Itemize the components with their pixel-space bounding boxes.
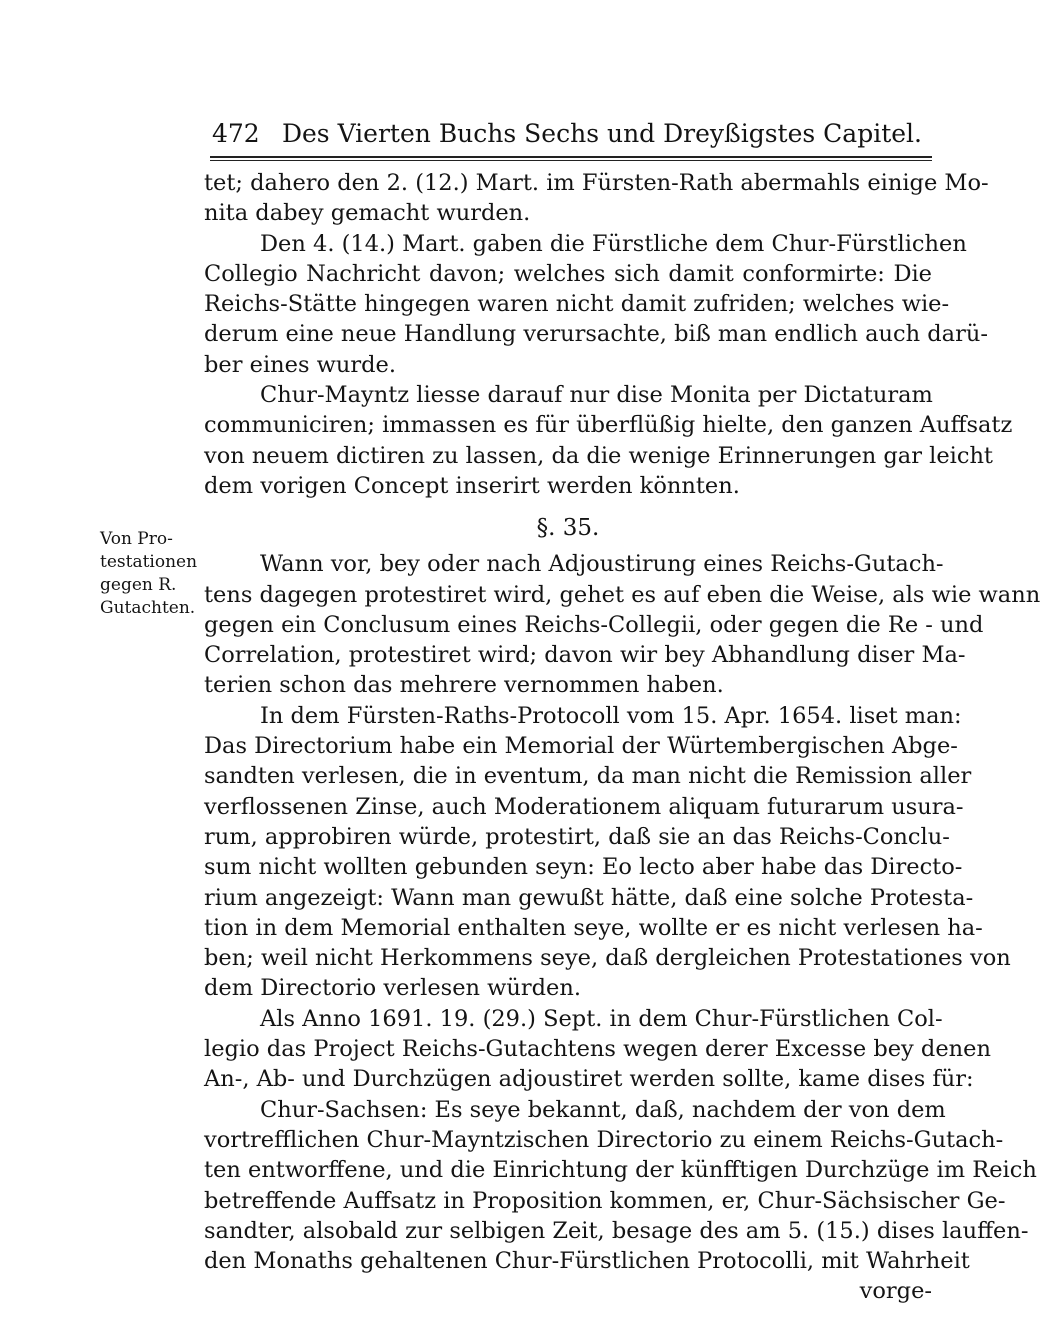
- paragraph: [204, 1095, 1037, 1277]
- text-line: Chur-Mayntz liesse darauf nur dise Monita per Dictaturam: [260, 382, 933, 409]
- text-line: ber eines wurde.: [204, 351, 397, 378]
- text-line: sandter, alsobald zur selbigen Zeit, besage des am 5. (15.) dises lauffen-: [204, 1217, 1029, 1244]
- text-line: von neuem dictiren zu lassen, da die wenige Erinnerungen gar leicht: [204, 442, 993, 469]
- paragraph: [204, 549, 1040, 700]
- text-line: Collegio Nachricht davon; welches sich damit conformirte: Die: [204, 260, 932, 287]
- text-line: communiciren; immassen es für überflüßig hielte, den ganzen Auffsatz: [204, 412, 1013, 439]
- text-line: Chur-Sachsen: Es seye bekannt, daß, nachdem der von dem: [260, 1096, 946, 1123]
- text-line: tens dagegen protestiret wird, gehet es auf eben die Weise, als wie wann: [204, 581, 1040, 608]
- paragraph: [204, 229, 988, 380]
- paragraph-continued: [204, 168, 989, 229]
- text-line: In dem Fürsten-Raths-Protocoll vom 15. Apr. 1654. liset man:: [260, 702, 962, 729]
- running-header: [212, 118, 932, 150]
- text-line: legio das Project Reichs-Gutachtens wegen derer Excesse bey denen: [204, 1036, 991, 1063]
- text-line: Reichs-Stätte hingegen waren nicht damit zufriden; welches wie-: [204, 291, 950, 318]
- text-line: verflossenen Zinse, auch Moderationem aliquam futurarum usura-: [204, 793, 964, 820]
- text-line: rum, approbiren würde, protestirt, daß sie an das Reichs-Conclu-: [204, 823, 950, 850]
- text-line: tet; dahero den 2. (12.) Mart. im Fürsten-Rath abermahls einige Mo-: [204, 170, 989, 196]
- margin-note-line: testationen: [100, 552, 198, 572]
- margin-note-line: Gutachten.: [100, 598, 196, 618]
- margin-note: [100, 528, 204, 620]
- text-line: betreffende Auffsatz in Proposition kommen, er, Chur-Sächsischer Ge-: [204, 1187, 1006, 1214]
- text-line: An-, Ab- und Durchzügen adjoustiret werden sollte, kame dises für:: [204, 1066, 974, 1093]
- page-number: 472: [212, 119, 260, 148]
- text-line: tion in dem Memorial enthalten seye, wollte er es nicht verlesen ha-: [204, 914, 983, 941]
- paragraph: [204, 380, 1013, 501]
- body-text: [204, 168, 1040, 1307]
- text-line: den Monaths gehaltenen Chur-Fürstlichen Protocolli, mit Wahrheit: [204, 1248, 970, 1275]
- text-line: Wann vor, bey oder nach Adjoustirung eines Reichs-Gutach-: [260, 551, 944, 578]
- text-line: Das Directorium habe ein Memorial der Würtembergischen Abge-: [204, 733, 958, 760]
- text-line: rium angezeigt: Wann man gewußt hätte, daß eine solche Protesta-: [204, 884, 974, 911]
- running-title: Des Vierten Buchs Sechs und Dreyßigstes Capitel.: [281, 119, 922, 148]
- header-rule: [210, 156, 932, 161]
- margin-note-line: Von Pro-: [100, 529, 173, 549]
- text-line: gegen ein Conclusum eines Reichs-Collegii, oder gegen die Re - und: [204, 611, 984, 638]
- text-line: ten entworffene, und die Einrichtung der künfftigen Durchzüge im Reich: [204, 1157, 1037, 1184]
- text-line: Als Anno 1691. 19. (29.) Sept. in dem Chur-Fürstlichen Col-: [260, 1005, 943, 1032]
- text-line: sandten verlesen, die in eventum, da man nicht die Remission aller: [204, 763, 972, 790]
- text-line: sum nicht wollten gebunden seyn: Eo lecto aber habe das Directo-: [204, 854, 963, 881]
- section-heading: §. 35.: [536, 515, 600, 542]
- text-line: nita dabey gemacht wurden.: [204, 200, 531, 227]
- paragraph: [204, 1004, 991, 1095]
- text-line: dem Directorio verlesen würden.: [204, 975, 582, 1002]
- text-line: derum eine neue Handlung verursachte, biß man endlich auch darü-: [204, 321, 988, 348]
- text-line: Den 4. (14.) Mart. gaben die Fürstliche dem Chur-Fürstlichen: [260, 230, 967, 257]
- text-line: vortrefflichen Chur-Mayntzischen Directorio zu einem Reichs-Gutach-: [204, 1126, 1004, 1153]
- text-line: ben; weil nicht Herkommens seye, daß dergleichen Protestationes von: [204, 945, 1011, 972]
- paragraph: [204, 701, 1011, 1004]
- text-line: terien schon das mehrere vernommen haben.: [204, 672, 724, 699]
- text-line: dem vorigen Concept inserirt werden könnten.: [204, 472, 740, 499]
- catchword: vorge-: [859, 1278, 932, 1305]
- margin-note-line: gegen R.: [100, 575, 177, 595]
- text-line: Correlation, protestiret wird; davon wir bey Abhandlung diser Ma-: [204, 642, 966, 669]
